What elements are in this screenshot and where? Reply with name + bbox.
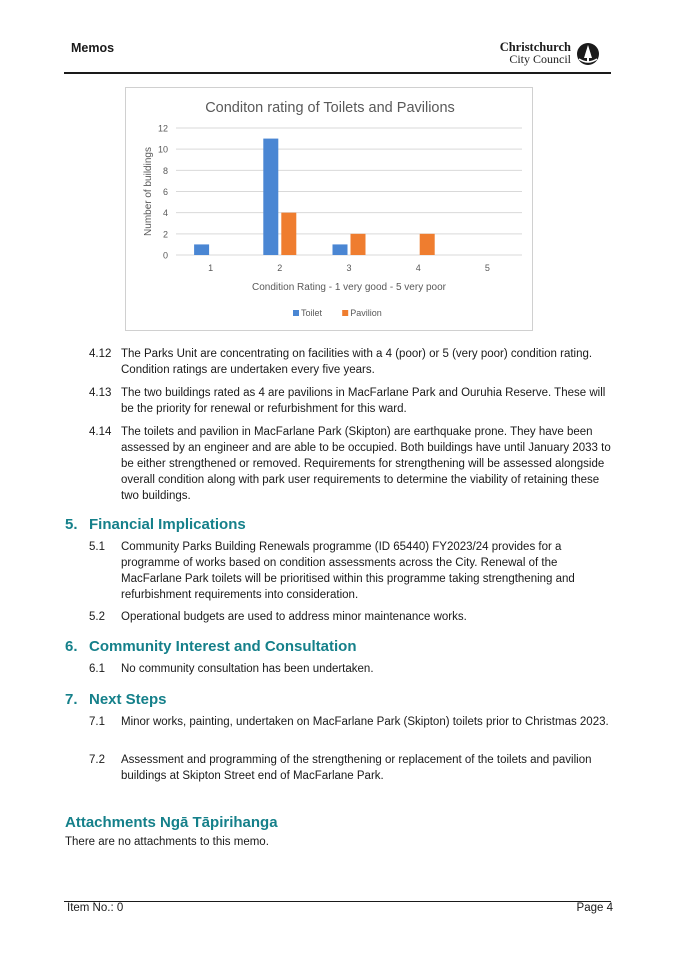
heading-text: Community Interest and Consultation: [89, 638, 357, 655]
x-tick-label: 2: [277, 263, 283, 273]
paragraph-4-12: [89, 346, 611, 378]
legend-label: Pavilion: [350, 308, 382, 318]
paragraph-6-1: [89, 661, 611, 677]
paragraph-text: The Parks Unit are concentrating on facilities with a 4 (poor) or 5 (very poor) condition rating. Condition ratings are undertaken every five years.: [121, 348, 593, 376]
x-tick-label: 4: [415, 263, 421, 273]
y-tick-label: 4: [162, 208, 168, 219]
paragraph-7-1: [89, 714, 611, 730]
y-tick-label: 12: [157, 123, 168, 134]
heading-community-interest: [65, 638, 357, 655]
heading-text: Next Steps: [89, 691, 167, 708]
council-emblem-icon: [575, 41, 601, 67]
heading-text: Financial Implications: [89, 516, 246, 533]
header-title: Memos: [71, 41, 115, 55]
logo-line1: Christchurch: [499, 40, 571, 54]
header-rule: [64, 72, 611, 74]
legend-swatch: [293, 310, 299, 316]
attachments-text: There are no attachments to this memo.: [65, 836, 269, 848]
bar-pavilion: [281, 213, 296, 255]
y-tick-label: 2: [162, 229, 168, 240]
heading-financial-implications: [65, 516, 246, 533]
heading-number: 7.: [65, 691, 78, 708]
paragraph-number: 4.14: [89, 426, 112, 438]
y-axis-label: Number of buildings: [143, 147, 154, 236]
bar-toilet: [333, 244, 348, 255]
paragraph-text: Assessment and programming of the strengthening or replacement of the toilets and pavilion buildings at Skipton Street end of MacFarlane Park.: [121, 754, 592, 782]
chart-svg: [126, 88, 534, 332]
y-tick-label: 0: [162, 250, 168, 261]
bar-toilet: [263, 139, 278, 255]
bar-toilet: [194, 244, 209, 255]
paragraph-5-1: [89, 539, 611, 603]
chart-title: Conditon rating of Toilets and Pavilions: [205, 100, 455, 116]
paragraph-text: The two buildings rated as 4 are pavilions in MacFarlane Park and Ouruhia Reserve. These will be the priority for renewal or refurbishment for this ward.: [121, 387, 606, 415]
x-tick-label: 5: [484, 263, 490, 273]
paragraph-4-14: [89, 424, 611, 504]
paragraph-number: 5.1: [89, 541, 105, 553]
paragraph-text: Community Parks Building Renewals programme (ID 65440) FY2023/24 provides for a programme of works based on condition assessments across the City. Renewal of the MacFarlane Park toilets will be prioritised within this programme taking strengthening and refurbishment requirements into consideration.: [121, 541, 575, 601]
legend-swatch: [342, 310, 348, 316]
condition-chart: [125, 87, 533, 331]
footer-item-number: Item No.: 0: [67, 902, 124, 914]
paragraph-4-13: [89, 385, 611, 417]
heading-number: 6.: [65, 638, 78, 655]
paragraph-text: Minor works, painting, undertaken on MacFarlane Park (Skipton) toilets prior to Christmas 2023.: [121, 716, 609, 728]
x-tick-label: 1: [208, 263, 214, 273]
footer-rule: [64, 901, 611, 902]
footer-page-number: Page 4: [576, 902, 613, 914]
paragraph-text: No community consultation has been undertaken.: [121, 663, 374, 675]
paragraph-number: 6.1: [89, 663, 105, 675]
heading-number: 5.: [65, 516, 78, 533]
y-tick-label: 10: [157, 144, 168, 155]
y-tick-label: 8: [162, 165, 168, 176]
bar-pavilion: [351, 234, 366, 255]
paragraph-text: The toilets and pavilion in MacFarlane Park (Skipton) are earthquake prone. They have been assessed by an engineer and are able to be occupied. Both buildings have until January 2033 to be either strengthened or removed. Requirements for strengthening will be assessed alongside overall condition along with park user requirements to determine the viability of retaining these two buildings.: [121, 426, 611, 502]
x-tick-label: 3: [346, 263, 352, 273]
attachments-heading: Attachments Ngā Tāpirihanga: [65, 814, 278, 831]
paragraph-7-2: [89, 752, 611, 784]
heading-next-steps: [65, 691, 167, 708]
paragraph-number: 7.2: [89, 754, 105, 766]
paragraph-number: 4.12: [89, 348, 112, 360]
y-tick-label: 6: [162, 187, 168, 197]
paragraph-number: 5.2: [89, 611, 105, 623]
paragraph-number: 7.1: [89, 716, 105, 728]
paragraph-5-2: [89, 609, 611, 625]
council-logo: [497, 41, 603, 69]
paragraph-text: Operational budgets are used to address minor maintenance works.: [121, 611, 467, 623]
paragraph-number: 4.13: [89, 387, 112, 399]
x-axis-label: Condition Rating - 1 very good - 5 very poor: [252, 282, 446, 293]
bar-pavilion: [420, 234, 435, 255]
logo-line2: City Council: [509, 52, 571, 66]
legend-label: Toilet: [301, 308, 323, 318]
